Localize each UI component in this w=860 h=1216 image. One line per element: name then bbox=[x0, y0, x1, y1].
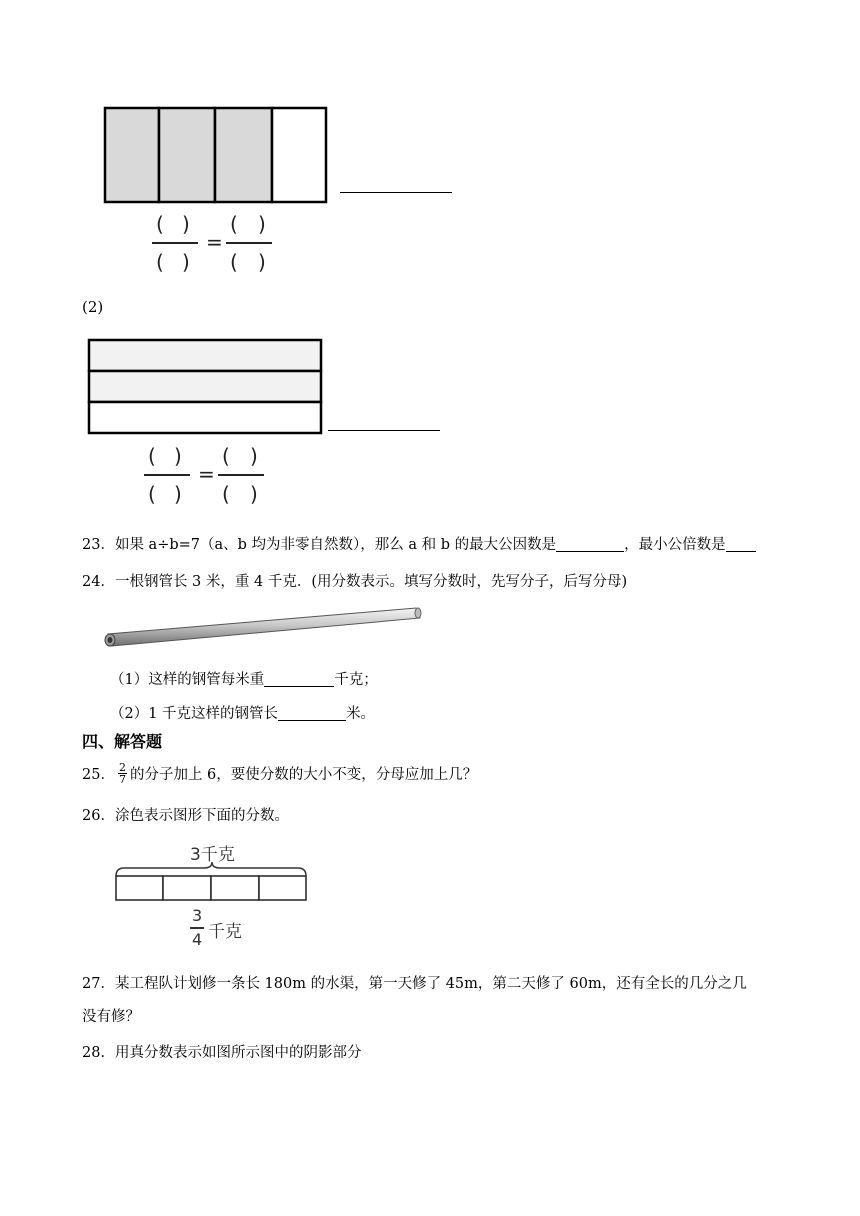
figure2-answer-blank[interactable] bbox=[328, 430, 440, 431]
figure2-fraction-template bbox=[142, 444, 272, 512]
frac-right-numerator-open: ( bbox=[230, 212, 238, 236]
frac-left-bar bbox=[144, 474, 190, 476]
frac-right-denominator-open: ( bbox=[222, 482, 230, 506]
question-23 bbox=[82, 533, 756, 554]
q26-part-1 bbox=[116, 876, 163, 900]
q26-text: 涂色表示图形下面的分数。 bbox=[114, 808, 289, 824]
figure1-part-1 bbox=[105, 108, 159, 202]
frac-left-numerator-close: ) bbox=[174, 444, 182, 468]
q24-sub2 bbox=[110, 702, 375, 723]
figure1-part-2 bbox=[159, 108, 215, 202]
q24-sub2-blank[interactable] bbox=[278, 704, 346, 721]
q24-number: 24． bbox=[82, 574, 115, 590]
q26-fraction-numerator: 3 bbox=[192, 906, 203, 925]
frac-left-denominator-close: ) bbox=[174, 482, 182, 506]
frac-left-denominator-close: ) bbox=[182, 250, 190, 274]
q26-part-4 bbox=[259, 876, 306, 900]
question-28 bbox=[82, 1041, 361, 1062]
figure2-row-1 bbox=[89, 340, 321, 371]
q28-number: 28． bbox=[82, 1045, 115, 1061]
figure2-rows-rectangle bbox=[86, 336, 326, 438]
q26-number: 26． bbox=[82, 808, 115, 824]
q25-fraction-denominator: 7 bbox=[118, 773, 126, 786]
steel-pipe-image bbox=[100, 604, 426, 652]
q26-fraction-label bbox=[188, 906, 258, 952]
frac-left-numerator-close: ) bbox=[182, 212, 190, 236]
q26-part-2 bbox=[163, 876, 211, 900]
question-26 bbox=[82, 804, 289, 825]
frac-right-bar bbox=[218, 474, 264, 476]
frac-right-denominator-open: ( bbox=[230, 250, 238, 274]
figure1-shaded-rectangle bbox=[100, 104, 332, 208]
frac-equals: = bbox=[198, 462, 215, 486]
q24-sub1-text-a: （1）这样的钢管每米重 bbox=[110, 672, 265, 688]
frac-left-numerator-open: ( bbox=[148, 444, 156, 468]
q26-bar-diagram bbox=[112, 860, 312, 906]
frac-left-denominator-open: ( bbox=[148, 482, 156, 506]
q27-number: 27． bbox=[82, 976, 115, 992]
q25-number: 25． bbox=[82, 767, 115, 783]
section-4-heading: 四、解答题 bbox=[82, 732, 163, 751]
figure1-answer-blank[interactable] bbox=[340, 192, 452, 193]
q24-sub2-text-a: （2）1 千克这样的钢管长 bbox=[110, 706, 279, 722]
q23-number: 23． bbox=[82, 537, 115, 553]
frac-right-numerator-close: ) bbox=[250, 444, 258, 468]
q23-lcm-blank[interactable] bbox=[726, 535, 756, 552]
question-27-line-2: 没有修？ bbox=[82, 1009, 140, 1025]
q23-text-b: ，最小公倍数是 bbox=[624, 537, 726, 553]
q23-gcd-blank[interactable] bbox=[556, 535, 624, 552]
q23-text-a: 如果 a÷b=7（a、b 均为非零自然数），那么 a 和 b 的最大公因数是 bbox=[114, 537, 557, 553]
q22-sub2-label: (2) bbox=[82, 298, 104, 316]
q25-fraction bbox=[118, 762, 127, 785]
q24-text: 一根钢管长 3 米，重 4 千克．(用分数表示。填写分数时，先写分子，后写分母) bbox=[114, 574, 628, 590]
figure2-row-2 bbox=[89, 371, 321, 402]
q24-sub1 bbox=[110, 668, 378, 689]
q24-sub1-text-b: 千克； bbox=[334, 672, 378, 688]
q26-fraction-bar bbox=[190, 927, 204, 929]
q26-fraction-denominator: 4 bbox=[192, 930, 203, 949]
q24-sub2-text-b: 米。 bbox=[346, 706, 376, 722]
frac-right-denominator-close: ) bbox=[258, 250, 266, 274]
q26-brace bbox=[116, 862, 306, 876]
q26-top-label: 3千克 bbox=[190, 845, 235, 865]
q25-fraction-numerator: 2 bbox=[118, 761, 126, 774]
figure1-fraction-template bbox=[150, 212, 280, 280]
frac-equals: = bbox=[206, 230, 223, 254]
frac-left-numerator-open: ( bbox=[156, 212, 164, 236]
frac-right-bar bbox=[226, 242, 272, 244]
figure1-part-3 bbox=[215, 108, 272, 202]
question-25 bbox=[82, 762, 477, 785]
frac-right-numerator-close: ) bbox=[258, 212, 266, 236]
question-24 bbox=[82, 570, 627, 591]
frac-left-bar bbox=[152, 242, 198, 244]
q24-sub1-blank[interactable] bbox=[264, 670, 334, 687]
frac-right-denominator-close: ) bbox=[250, 482, 258, 506]
q27-text-line-1: 某工程队计划修一条长 180m 的水渠，第一天修了 45m，第二天修了 60m，还有全长的几分之几 bbox=[114, 976, 747, 992]
figure1-part-4 bbox=[272, 108, 326, 202]
q26-part-3 bbox=[211, 876, 259, 900]
q26-fraction-unit: 千克 bbox=[208, 922, 242, 942]
q25-text: 的分子加上 6，要使分数的大小不变，分母应加上几？ bbox=[129, 767, 478, 783]
frac-right-numerator-open: ( bbox=[222, 444, 230, 468]
frac-left-denominator-open: ( bbox=[156, 250, 164, 274]
question-27-line-1 bbox=[82, 972, 747, 993]
q28-text: 用真分数表示如图所示图中的阴影部分 bbox=[114, 1045, 362, 1061]
figure2-row-3 bbox=[89, 402, 321, 433]
